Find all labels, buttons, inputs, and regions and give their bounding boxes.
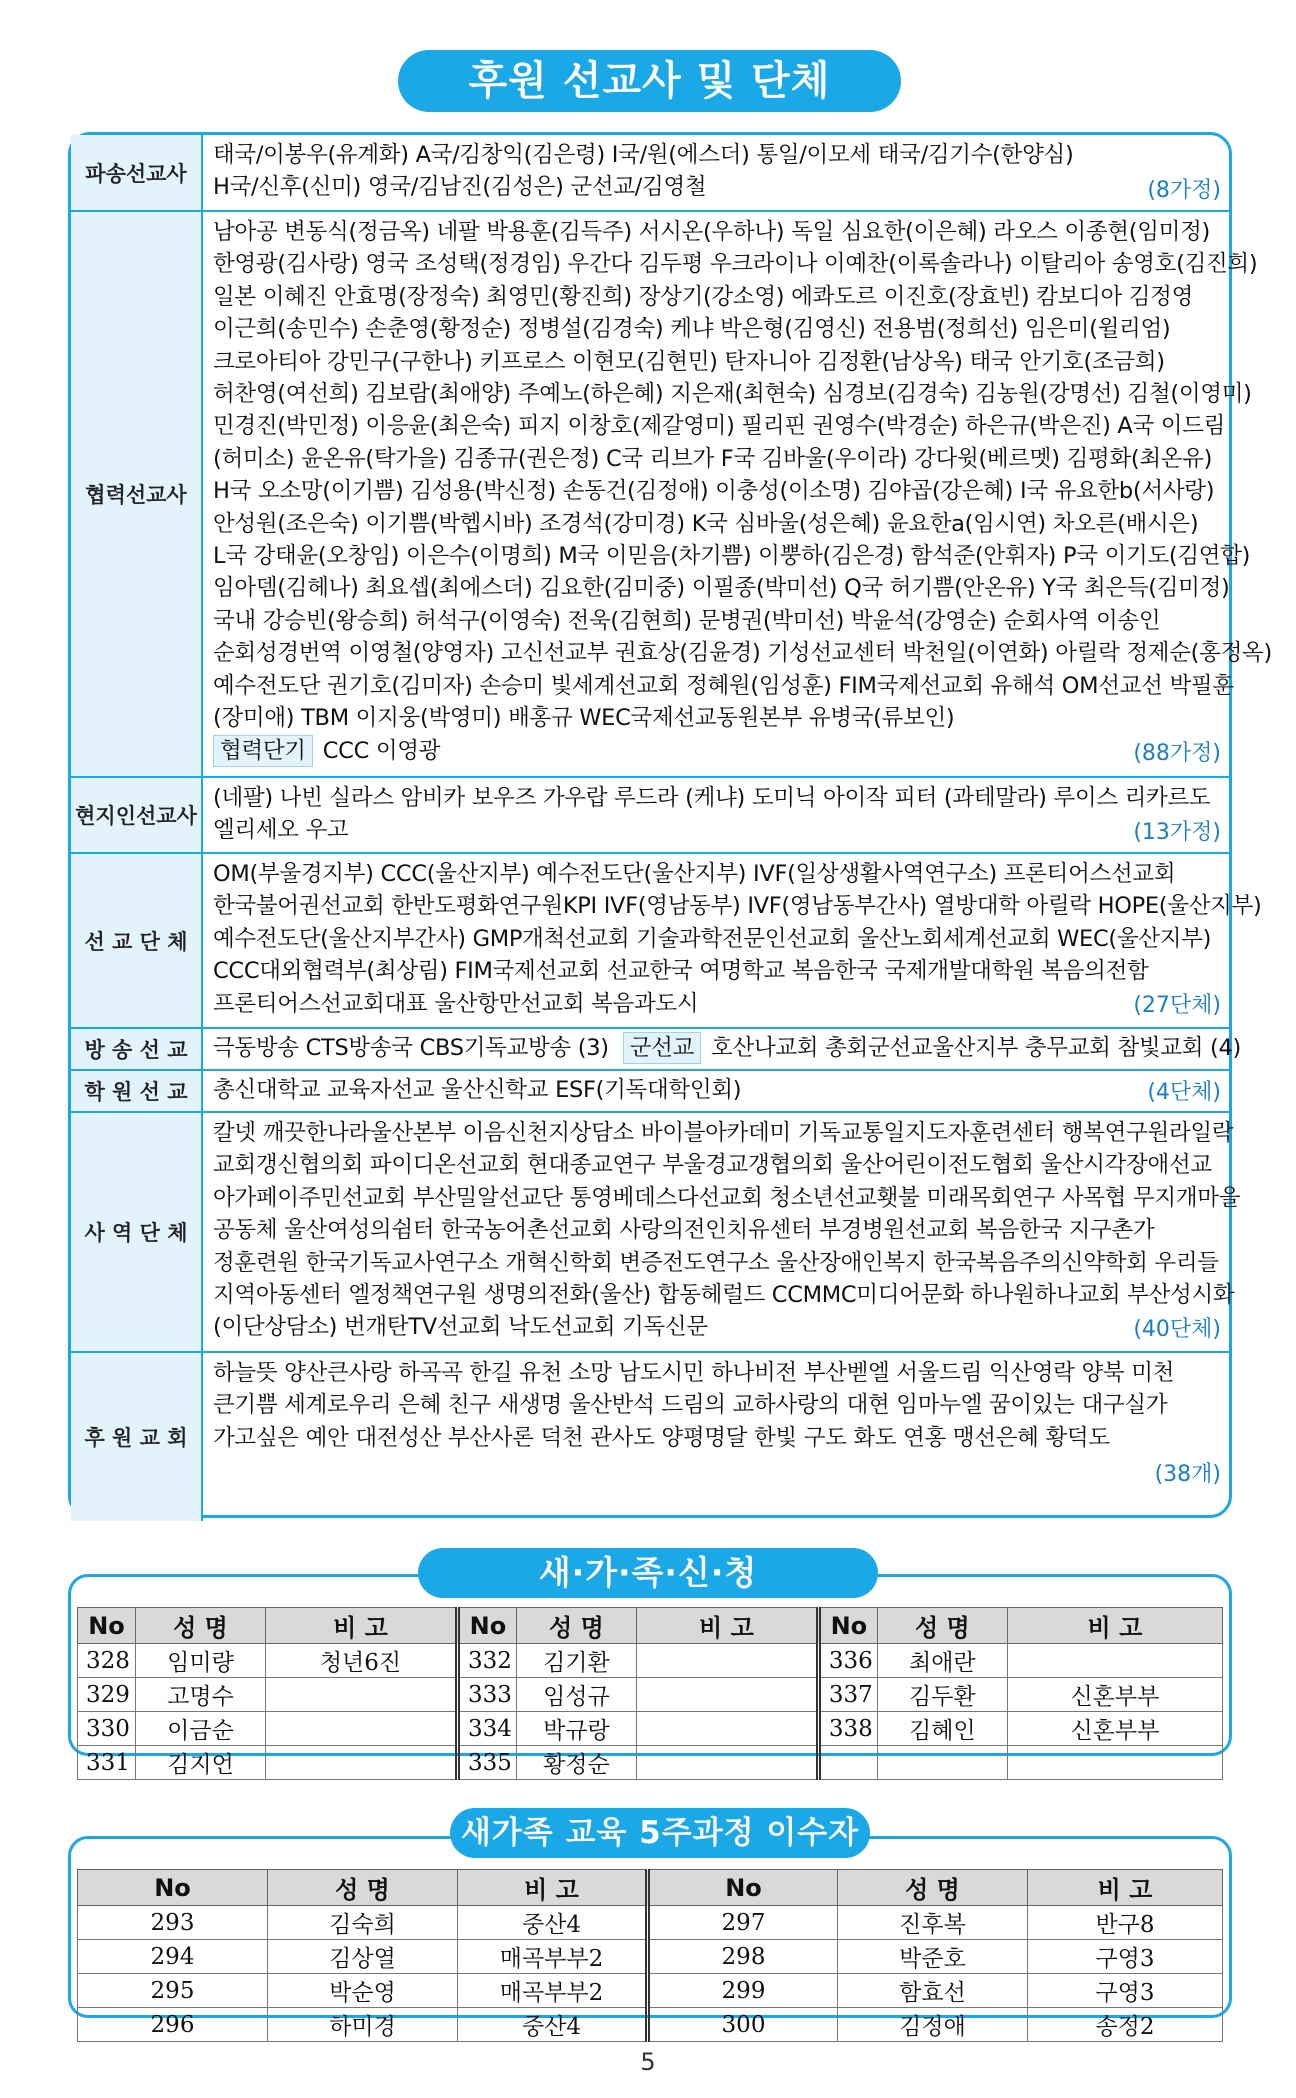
cell-note: 신혼부부 bbox=[1007, 1712, 1222, 1746]
table-row bbox=[78, 1644, 1223, 1678]
cell-no: 330 bbox=[78, 1712, 136, 1746]
text-line: 태국/이봉우(유계화) A국/김창익(김은령) I국/원(에스더) 통일/이모세 태국/김기수(한양심) bbox=[213, 142, 1074, 168]
cell-note: 반구8 bbox=[1028, 1906, 1223, 1940]
row-sent-missionaries bbox=[71, 135, 1229, 212]
text-line: 안성원(조은숙) 이기쁨(박헵시바) 조경석(강미경) K국 심바울(성은혜) 윤요한a(임시연) 차오른(배시은) bbox=[213, 510, 1199, 537]
cell-name: 김혜인 bbox=[877, 1712, 1007, 1746]
table-row bbox=[78, 1940, 1223, 1974]
cell-no: 297 bbox=[648, 1906, 838, 1940]
col-header-no: No bbox=[648, 1870, 838, 1906]
row-content bbox=[213, 216, 1272, 767]
count-badge: (40단체) bbox=[1133, 1317, 1221, 1342]
cell-name: 이금순 bbox=[136, 1712, 266, 1746]
page-title: 후원 선교사 및 단체 bbox=[398, 50, 901, 112]
text-line: H국/신후(신미) 영국/김남진(김성은) 군선교/김영철 bbox=[213, 174, 707, 201]
text-line: 예수전도단(울산지부간사) GMP개척선교회 기술과학전문인선교회 울산노회세계선교회 WEC(울산지부) bbox=[213, 925, 1212, 952]
cell-name: 김두환 bbox=[877, 1678, 1007, 1712]
cell-note bbox=[636, 1644, 818, 1678]
cell-no: 337 bbox=[818, 1678, 877, 1712]
text-line: 교회갱신협의회 파이디온선교회 현대종교연구 부울경교갱협의회 울산어린이전도협회 울산시각장애선교 bbox=[213, 1152, 1212, 1179]
cell-no: 333 bbox=[458, 1678, 517, 1712]
cell-name: 임성규 bbox=[516, 1678, 636, 1712]
row-ministry-organizations bbox=[71, 1113, 1241, 1353]
military-mission-tag: 군선교 bbox=[623, 1032, 701, 1064]
text-line: 민경진(박민정) 이응윤(최은숙) 피지 이창호(제갈영미) 필리핀 권영수(박경순) 하은규(박은진) A국 이드림 bbox=[213, 413, 1226, 440]
new-family-table bbox=[77, 1607, 1223, 1780]
text-line: H국 오소망(이기쁨) 김성용(박신정) 손동건(김정애) 이충성(이소명) 김야곱(강은혜) I국 유요한b(서사랑) bbox=[213, 478, 1215, 505]
cell-note bbox=[266, 1712, 458, 1746]
cell-note bbox=[266, 1678, 458, 1712]
cell-name: 김정애 bbox=[838, 2008, 1028, 2042]
text-line: 칼넷 깨끗한나라울산본부 이음신천지상담소 바이블아카데미 기독교통일지도자훈련센터 행복연구원라일락 bbox=[213, 1120, 1234, 1146]
col-header-name: 성 명 bbox=[838, 1870, 1028, 1906]
text-line: 국내 강승빈(왕승희) 허석구(이영숙) 전욱(김현희) 문병권(박미선) 박윤석(강영순) 순회사역 이송인 bbox=[213, 607, 1161, 634]
row-label: 현지인선교사 bbox=[71, 778, 203, 852]
text-line: 아가페이주민선교회 부산밀알선교단 통영베데스다선교회 청소년선교횃불 미래목회연구 사목협 무지개마을 bbox=[213, 1184, 1241, 1211]
col-header-no: No bbox=[458, 1608, 517, 1644]
row-content bbox=[213, 139, 1221, 204]
count-badge: (88가정) bbox=[1133, 741, 1221, 766]
cell-no: 331 bbox=[78, 1746, 136, 1780]
text-line: 예수전도단 권기호(김미자) 손승미 빛세계선교회 정혜원(임성훈) FIM국제선교회 유해석 OM선교선 박필훈 bbox=[213, 672, 1234, 699]
col-header-note: 비 고 bbox=[1007, 1608, 1222, 1644]
cell-no: 294 bbox=[78, 1940, 268, 1974]
text-line: 순회성경번역 이영철(양영자) 고신선교부 권효상(김윤경) 기성선교센터 박천일(이연화) 아릴락 정제순(홍정옥) bbox=[213, 640, 1272, 667]
text-line: L국 강태윤(오창임) 이은수(이명희) M국 이믿음(차기쁨) 이뿡하(김은경) 함석준(안휘자) P국 이기도(김연합) bbox=[213, 543, 1251, 570]
cell-name: 임미량 bbox=[136, 1644, 266, 1678]
row-campus-mission bbox=[71, 1071, 1229, 1113]
text-line: 허찬영(여선희) 김보람(최애양) 주예노(하은혜) 지은재(최현숙) 심경보(김경숙) 김농원(강명선) 김철(이영미) bbox=[213, 381, 1252, 408]
cell-no: 334 bbox=[458, 1712, 517, 1746]
cell-name: 진후복 bbox=[838, 1906, 1028, 1940]
missionary-table bbox=[68, 132, 1272, 1518]
short-term-tag: 협력단기 bbox=[213, 735, 313, 767]
cell-name: 고명수 bbox=[136, 1678, 266, 1712]
cell-name: 김숙희 bbox=[268, 1906, 458, 1940]
text-line: (이단상담소) 번개탄TV선교회 낙도선교회 기독신문 bbox=[213, 1314, 708, 1341]
col-header-note: 비 고 bbox=[266, 1608, 458, 1644]
text-line: 가고싶은 예안 대전성산 부산사론 덕천 관사도 양평명달 한빛 구도 화도 연홍 맹선은혜 황덕도 bbox=[213, 1424, 1110, 1451]
table-row bbox=[78, 1974, 1223, 2008]
row-supporting-churches bbox=[71, 1353, 1229, 1521]
cell-note: 매곡부부2 bbox=[458, 1940, 648, 1974]
cell-note bbox=[1007, 1644, 1222, 1678]
cell-no: 295 bbox=[78, 1974, 268, 2008]
cell-no: 300 bbox=[648, 2008, 838, 2042]
cell-no: 329 bbox=[78, 1678, 136, 1712]
cell-no: 299 bbox=[648, 1974, 838, 2008]
text-line: 한영광(김사랑) 영국 조성택(정경임) 우간다 김두평 우크라이나 이예찬(이록솔라나) 이탈리아 송영호(김진희) bbox=[213, 251, 1258, 278]
col-header-name: 성 명 bbox=[136, 1608, 266, 1644]
row-local-missionaries bbox=[71, 778, 1229, 854]
text-line bbox=[213, 1032, 1241, 1064]
text-line: 공동체 울산여성의쉼터 한국농어촌선교회 사랑의전인치유센터 부경병원선교회 복음한국 지구촌가 bbox=[213, 1217, 1155, 1244]
cell-no: 298 bbox=[648, 1940, 838, 1974]
cell-note: 구영3 bbox=[1028, 1974, 1223, 2008]
cell-note: 구영3 bbox=[1028, 1940, 1223, 1974]
text-line: 정훈련원 한국기독교사연구소 개혁신학회 변증전도연구소 울산장애인복지 한국복음주의신약학회 우리들 bbox=[213, 1249, 1219, 1276]
row-label: 협력선교사 bbox=[71, 212, 203, 776]
cell-note bbox=[636, 1746, 818, 1780]
row-mission-organizations bbox=[71, 854, 1262, 1029]
text-line: 하늘뜻 양산큰사랑 하곡곡 한길 유천 소망 남도시민 하나비전 부산벧엘 서울드림 익산영락 양북 미천 bbox=[213, 1360, 1175, 1386]
col-header-no: No bbox=[78, 1870, 268, 1906]
cell-note: 중산4 bbox=[458, 2008, 648, 2042]
text-line: OM(부울경지부) CCC(울산지부) 예수전도단(울산지부) IVF(일상생활사역연구소) 프론티어스선교회 bbox=[213, 861, 1176, 887]
text-line: 일본 이혜진 안효명(장정숙) 최영민(황진희) 장상기(강소영) 에콰도르 이진호(장효빈) 캄보디아 김정영 bbox=[213, 283, 1194, 310]
count-badge: (13가정) bbox=[1133, 820, 1221, 845]
cell-no: 293 bbox=[78, 1906, 268, 1940]
count-badge: (38개) bbox=[1154, 1462, 1221, 1487]
cell-no: 336 bbox=[818, 1644, 877, 1678]
count-badge: (27단체) bbox=[1133, 993, 1221, 1018]
col-header-note: 비 고 bbox=[1028, 1870, 1223, 1906]
col-header-note: 비 고 bbox=[458, 1870, 648, 1906]
table-row bbox=[78, 1746, 1223, 1780]
cell-note bbox=[636, 1712, 818, 1746]
row-content bbox=[213, 1357, 1221, 1454]
cell-name: 박규랑 bbox=[516, 1712, 636, 1746]
text-line: 이근희(송민수) 손춘영(황정순) 정병설(김경숙) 케냐 박은형(김영신) 전용범(정희선) 임은미(윌리엄) bbox=[213, 316, 1171, 343]
cell-name: 김상열 bbox=[268, 1940, 458, 1974]
col-header-note: 비 고 bbox=[636, 1608, 818, 1644]
cell-note: 송정2 bbox=[1028, 2008, 1223, 2042]
cell-no: 328 bbox=[78, 1644, 136, 1678]
text-line: (허미소) 윤온유(탁가을) 김종규(권은정) C국 리브가 F국 김바울(우이라) 강다윗(베르멧) 김평화(최온유) bbox=[213, 445, 1213, 472]
cell-name: 박준호 bbox=[838, 1940, 1028, 1974]
col-header-name: 성 명 bbox=[516, 1608, 636, 1644]
cell-no: 338 bbox=[818, 1712, 877, 1746]
text-line: 총신대학교 교육자선교 울산신학교 ESF(기독대학인회) bbox=[213, 1077, 742, 1103]
text-line: (장미애) TBM 이지웅(박영미) 배홍규 WEC국제선교동원본부 유병국(류보인) bbox=[213, 705, 955, 732]
education-box bbox=[68, 1836, 1232, 2040]
cell-note: 청년6진 bbox=[266, 1644, 458, 1678]
text-line: 지역아동센터 엘정책연구원 생명의전화(울산) 합동헤럴드 CCMMC미디어문화 하나원하나교회 부산성시화 bbox=[213, 1282, 1235, 1309]
education-table bbox=[77, 1869, 1223, 2042]
text-line: 임아뎀(김헤나) 최요셉(최에스더) 김요한(김미중) 이필종(박미선) Q국 허기쁨(안온유) Y국 최은득(김미정) bbox=[213, 575, 1230, 602]
row-content bbox=[213, 858, 1262, 1020]
table-row bbox=[78, 1712, 1223, 1746]
row-label: 파송선교사 bbox=[71, 135, 203, 210]
cell-no bbox=[818, 1746, 877, 1780]
table-row bbox=[78, 1678, 1223, 1712]
cell-name bbox=[877, 1746, 1007, 1780]
cell-note: 매곡부부2 bbox=[458, 1974, 648, 2008]
cell-no: 335 bbox=[458, 1746, 517, 1780]
text-line: 남아공 변동식(정금옥) 네팔 박용훈(김득주) 서시온(우하나) 독일 심요한(이은혜) 라오스 이종현(임미정) bbox=[213, 219, 1210, 245]
education-title: 새가족 교육 5주과정 이수자 bbox=[450, 1808, 870, 1858]
new-family-box bbox=[68, 1574, 1232, 1778]
cell-name: 김지언 bbox=[136, 1746, 266, 1780]
text-line: 큰기쁨 세계로우리 은혜 친구 새생명 울산반석 드림의 교하사랑의 대현 임마누엘 꿈이있는 대구실가 bbox=[213, 1392, 1168, 1419]
text-line: 프론티어스선교회대표 울산항만선교회 복음과도시 bbox=[213, 990, 699, 1017]
col-header-name: 성 명 bbox=[877, 1608, 1007, 1644]
cell-name: 최애란 bbox=[877, 1644, 1007, 1678]
table-row bbox=[78, 2008, 1223, 2042]
row-label: 사 역 단 체 bbox=[71, 1113, 203, 1351]
cell-name: 김기환 bbox=[516, 1644, 636, 1678]
row-content bbox=[213, 1074, 1221, 1106]
cell-note bbox=[1007, 1746, 1222, 1780]
cell-note bbox=[266, 1746, 458, 1780]
cell-no: 332 bbox=[458, 1644, 517, 1678]
col-header-no: No bbox=[818, 1608, 877, 1644]
row-label: 학 원 선 교 bbox=[71, 1071, 203, 1111]
table-row bbox=[78, 1906, 1223, 1940]
broadcast-text: 극동방송 CTS방송국 CBS기독교방송 (3) bbox=[213, 1035, 609, 1061]
cell-no: 296 bbox=[78, 2008, 268, 2042]
row-content bbox=[213, 782, 1221, 847]
cell-name: 박순영 bbox=[268, 1974, 458, 2008]
col-header-no: No bbox=[78, 1608, 136, 1644]
cell-note: 중산4 bbox=[458, 1906, 648, 1940]
row-label: 선 교 단 체 bbox=[71, 854, 203, 1027]
cell-name: 하미경 bbox=[268, 2008, 458, 2042]
cell-name: 함효선 bbox=[838, 1974, 1028, 2008]
row-content bbox=[213, 1032, 1241, 1064]
cell-name: 황정순 bbox=[516, 1746, 636, 1780]
text-line: CCC대외협력부(최상림) FIM국제선교회 선교한국 여명학교 복음한국 국제개발대학원 복음의전함 bbox=[213, 958, 1149, 985]
cell-note: 신혼부부 bbox=[1007, 1678, 1222, 1712]
row-label: 후 원 교 회 bbox=[71, 1353, 203, 1521]
row-label: 방 송 선 교 bbox=[71, 1029, 203, 1069]
count-badge: (4단체) bbox=[1147, 1080, 1221, 1105]
row-broadcast-mission bbox=[71, 1029, 1241, 1071]
text-line: 한국불어권선교회 한반도평화연구원KPI IVF(영남동부) IVF(영남동부간사) 열방대학 아릴락 HOPE(울산지부) bbox=[213, 893, 1262, 920]
page-number: 5 bbox=[640, 2048, 656, 2076]
text-line: 엘리세오 우고 bbox=[213, 817, 349, 844]
military-mission-text: 호산나교회 총회군선교울산지부 충무교회 참빛교회 (4) bbox=[711, 1035, 1241, 1061]
col-header-name: 성 명 bbox=[268, 1870, 458, 1906]
row-partner-missionaries bbox=[71, 212, 1272, 778]
count-badge: (8가정) bbox=[1147, 178, 1221, 203]
row-content bbox=[213, 1117, 1241, 1344]
new-family-title: 새·가·족·신·청 bbox=[418, 1548, 878, 1598]
cell-note bbox=[636, 1678, 818, 1712]
text-line bbox=[213, 735, 1221, 767]
text-line: 크로아티아 강민구(구한나) 키프로스 이현모(김현민) 탄자니아 김정환(남상옥) 태국 안기호(조금희) bbox=[213, 348, 1165, 375]
short-term-text: CCC 이영광 bbox=[322, 737, 441, 764]
text-line: (네팔) 나빈 실라스 암비카 보우즈 가우랍 루드라 (케냐) 도미닉 아이작 피터 (과테말라) 루이스 리카르도 bbox=[213, 785, 1211, 811]
